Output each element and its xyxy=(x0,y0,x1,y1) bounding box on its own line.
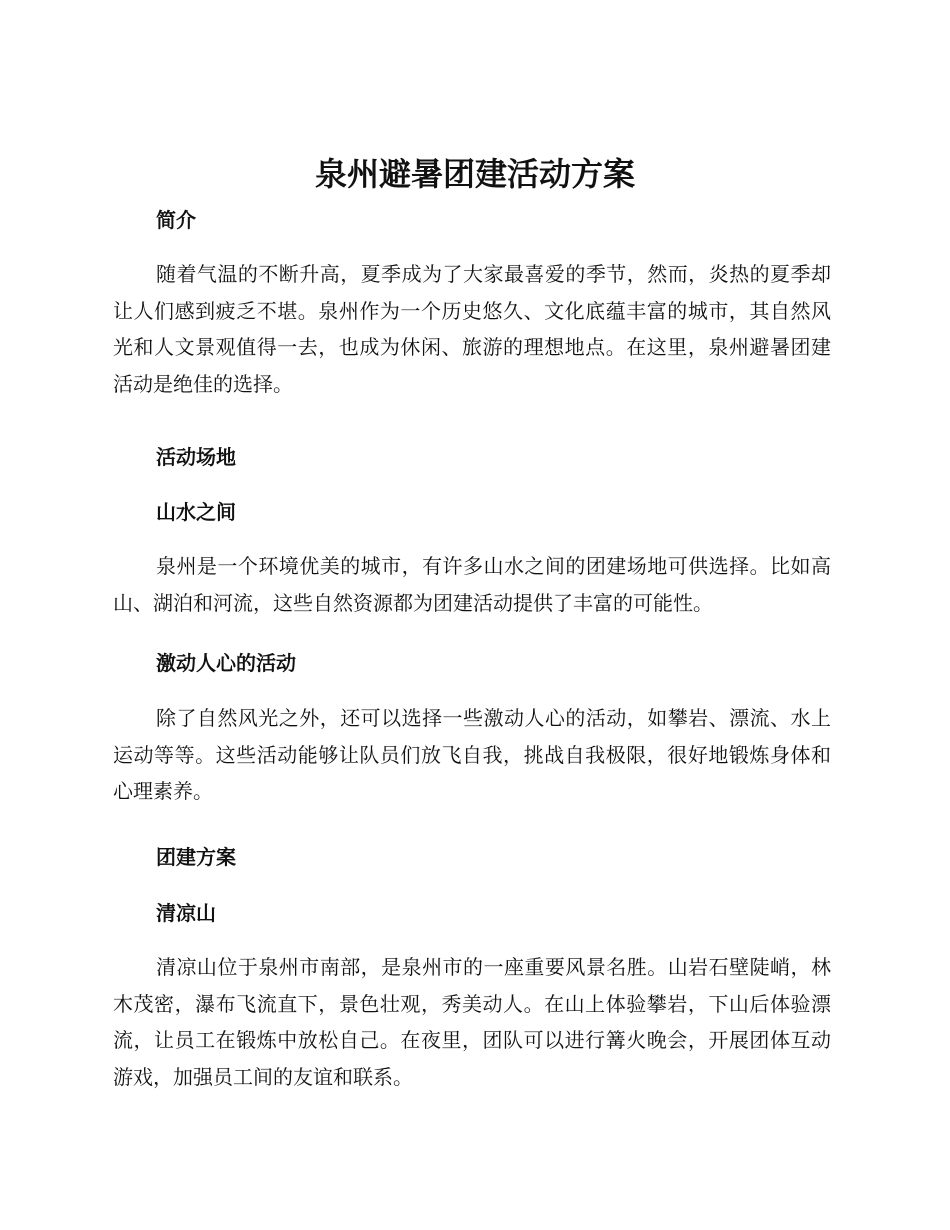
document-title: 泉州避暑团建活动方案 xyxy=(314,155,635,193)
section-paragraph-intro: 随着气温的不断升高，夏季成为了大家最喜爱的季节，然而，炎热的夏季却让人们感到疲乏不堪。泉州作为一个历史悠久、文化底蕴丰富的城市，其自然风光和人文景观值得一去，也成为休闲、旅游的理想地点。在这里，泉州避暑团建活动是绝佳的选择。 xyxy=(113,262,831,396)
section-heading-intro: 简介 xyxy=(156,208,196,232)
section-heading-exciting-activities: 激动人心的活动 xyxy=(156,651,296,675)
section-heading-venue: 活动场地 xyxy=(156,445,236,469)
section-heading-mountains-waters: 山水之间 xyxy=(156,500,236,524)
section-heading-plan: 团建方案 xyxy=(156,845,236,869)
section-paragraph-qingliang-mountain: 清凉山位于泉州市南部，是泉州市的一座重要风景名胜。山岩石壁陡峭，林木茂密，瀑布飞流直下，景色壮观，秀美动人。在山上体验攀岩，下山后体验漂流，让员工在锻炼中放松自己。在夜里，团队可以进行篝火晚会，开展团体互动游戏，加强员工间的友谊和联系。 xyxy=(113,955,831,1089)
section-paragraph-mountains-waters: 泉州是一个环境优美的城市，有许多山水之间的团建场地可供选择。比如高山、湖泊和河流，这些自然资源都为团建活动提供了丰富的可能性。 xyxy=(113,554,831,615)
section-heading-qingliang-mountain: 清凉山 xyxy=(156,901,216,925)
section-paragraph-exciting-activities: 除了自然风光之外，还可以选择一些激动人心的活动，如攀岩、漂流、水上运动等等。这些活动能够让队员们放飞自我，挑战自我极限，很好地锻炼身体和心理素养。 xyxy=(113,706,831,803)
